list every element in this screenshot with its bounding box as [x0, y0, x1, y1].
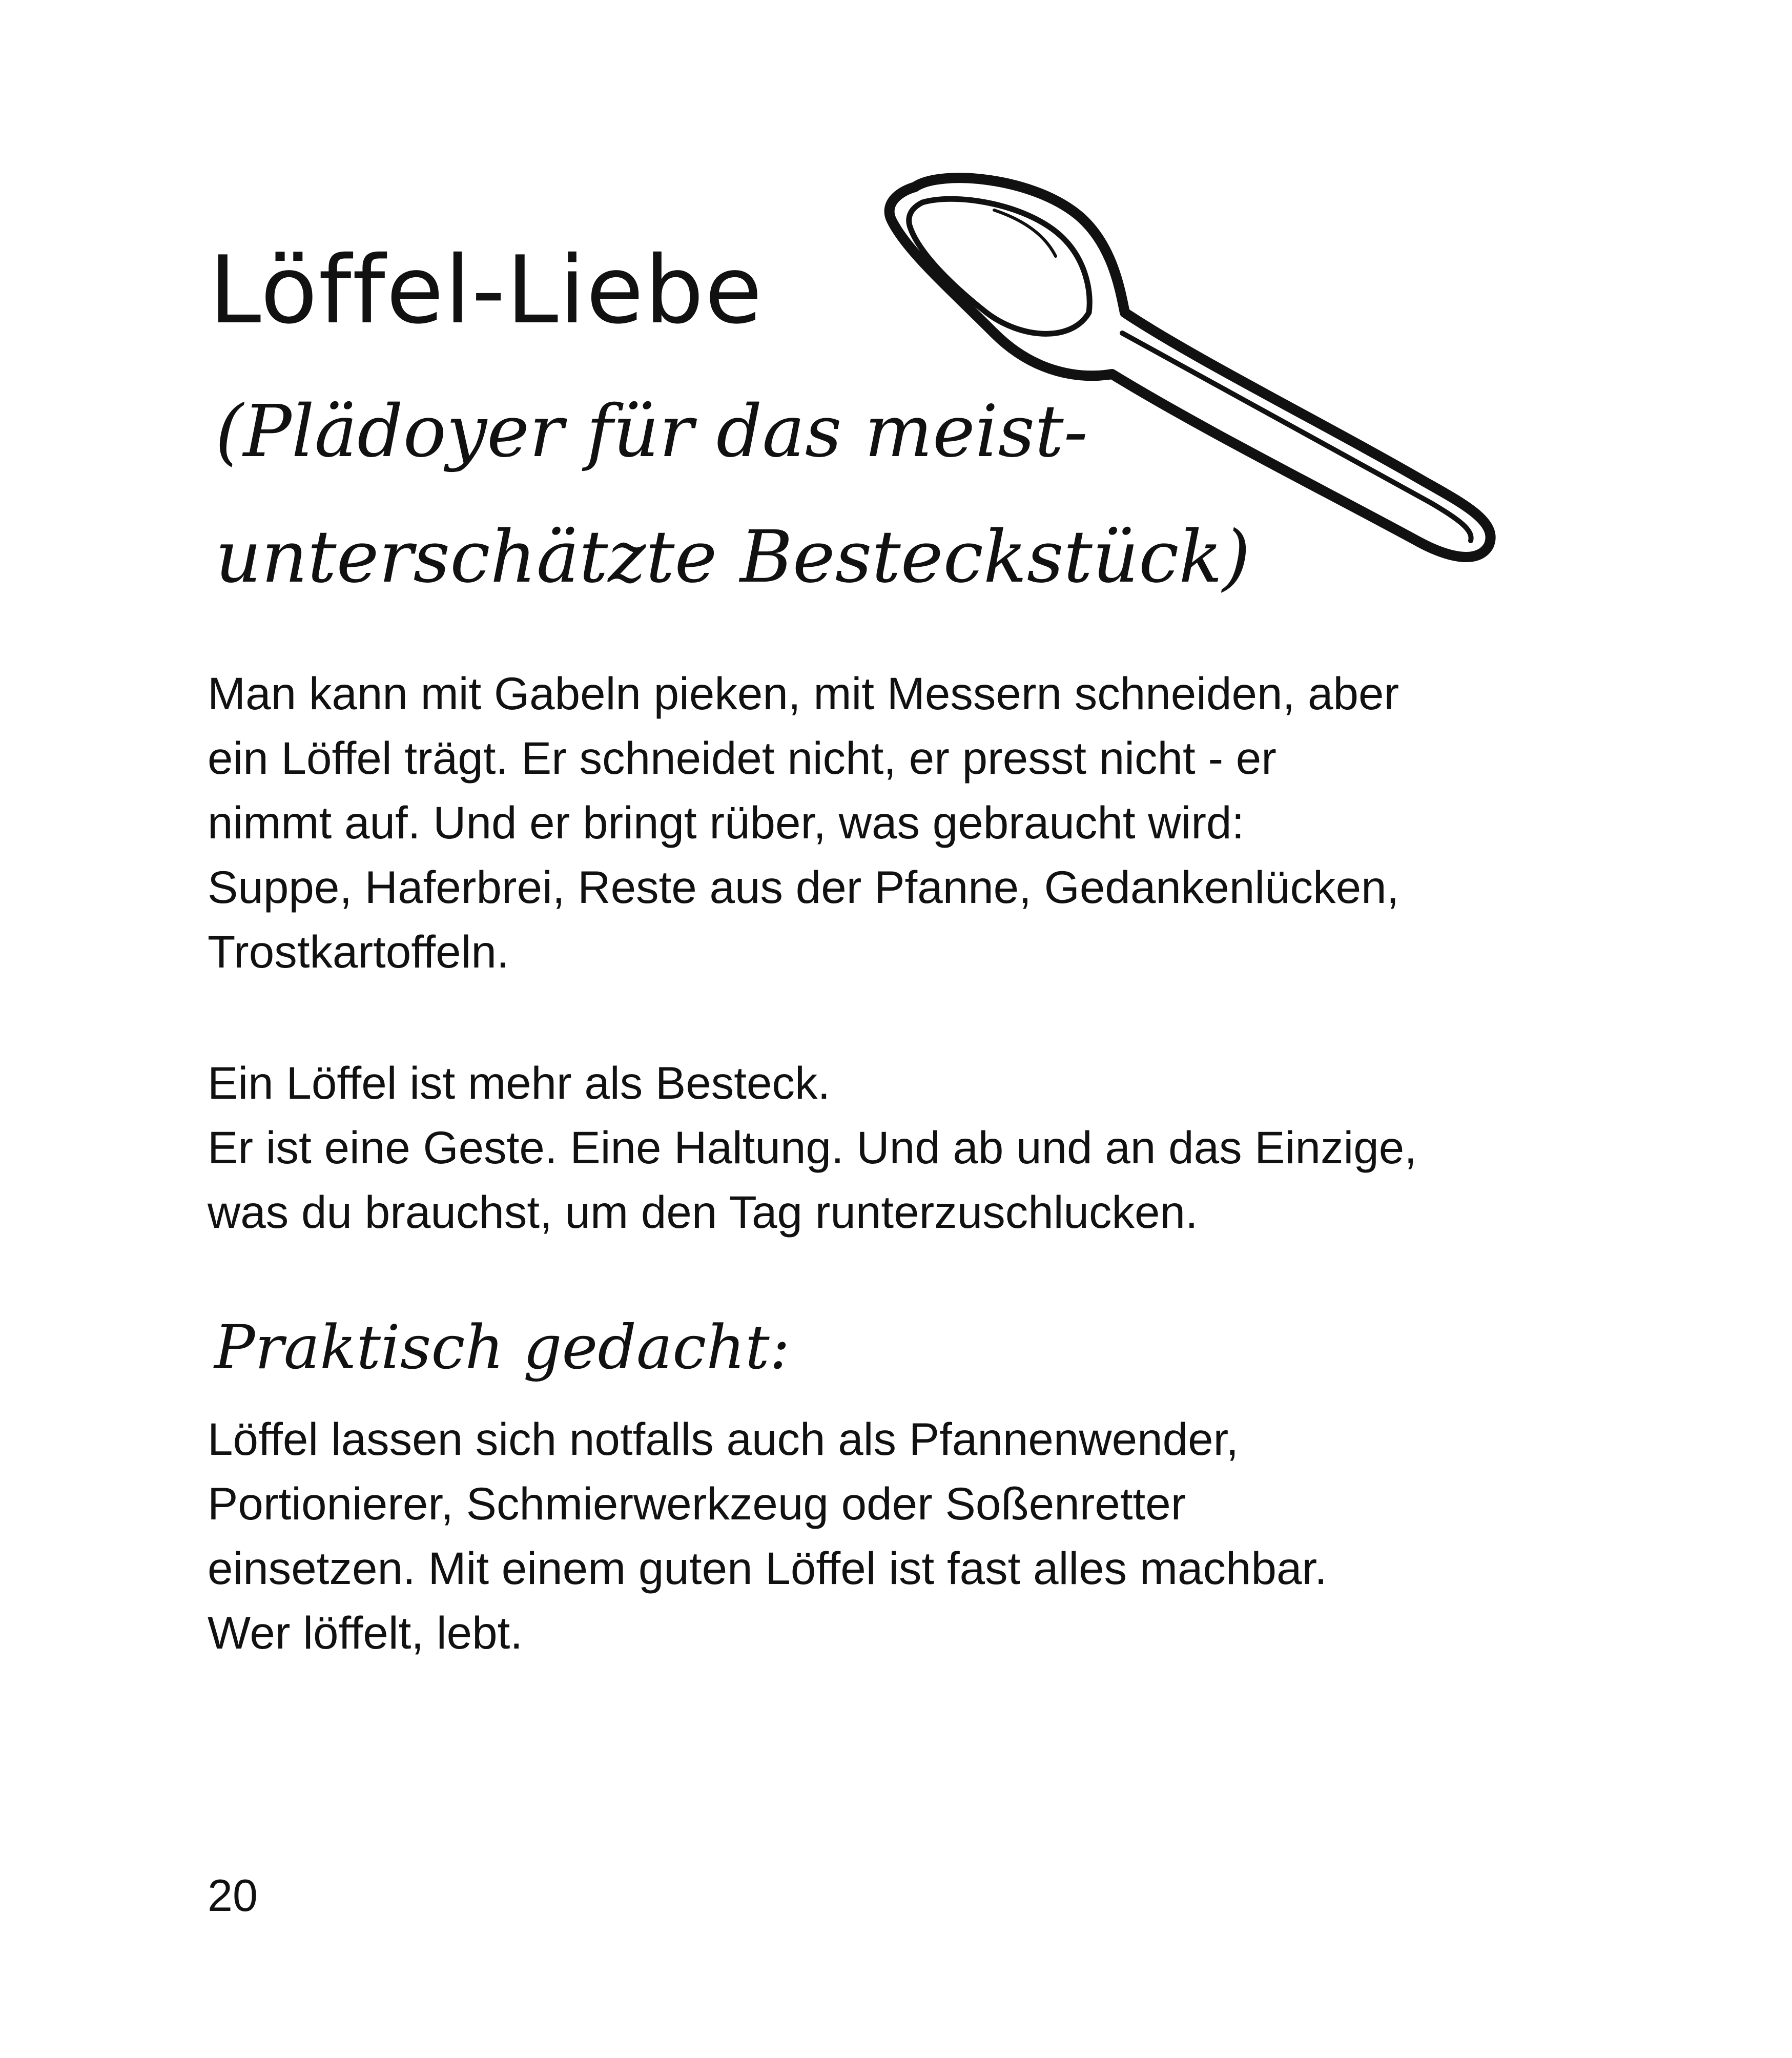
text-line: Trostkartoffeln.: [208, 926, 509, 977]
page-subtitle: [215, 369, 1250, 620]
page-number: 20: [208, 1870, 258, 1921]
text-line: nimmt auf. Und er bringt rüber, was gebraucht wird:: [208, 797, 1245, 848]
page-title: Löffel-Liebe: [209, 236, 764, 344]
text-line: einsetzen. Mit einem guten Löffel ist fast alles machbar.: [208, 1542, 1327, 1594]
text-line: Ein Löffel ist mehr als Besteck.: [208, 1057, 831, 1108]
subtitle-line: unterschätzte Besteckstück): [215, 516, 1250, 599]
text-line: Suppe, Haferbrei, Reste aus der Pfanne, Gedankenlücken,: [208, 861, 1399, 913]
paragraph-practical: [208, 1407, 1327, 1665]
paragraph-gesture: [208, 1051, 1417, 1244]
text-line: Man kann mit Gabeln pieken, mit Messern schneiden, aber: [208, 668, 1399, 719]
paragraph-intro: [208, 661, 1399, 984]
subtitle-line: (Plädoyer für das meist-: [215, 390, 1088, 474]
text-line: was du brauchst, um den Tag runterzuschlucken.: [208, 1186, 1198, 1238]
text-line: Portionierer, Schmierwerkzeug oder Soßenretter: [208, 1478, 1186, 1529]
text-line: ein Löffel trägt. Er schneidet nicht, er presst nicht - er: [208, 732, 1276, 784]
text-line: Er ist eine Geste. Eine Haltung. Und ab und an das Einzige,: [208, 1122, 1417, 1173]
text-line: Wer löffelt, lebt.: [208, 1607, 523, 1658]
text-line: Löffel lassen sich notfalls auch als Pfannenwender,: [208, 1413, 1239, 1465]
section-heading: Praktisch gedacht:: [214, 1312, 790, 1383]
